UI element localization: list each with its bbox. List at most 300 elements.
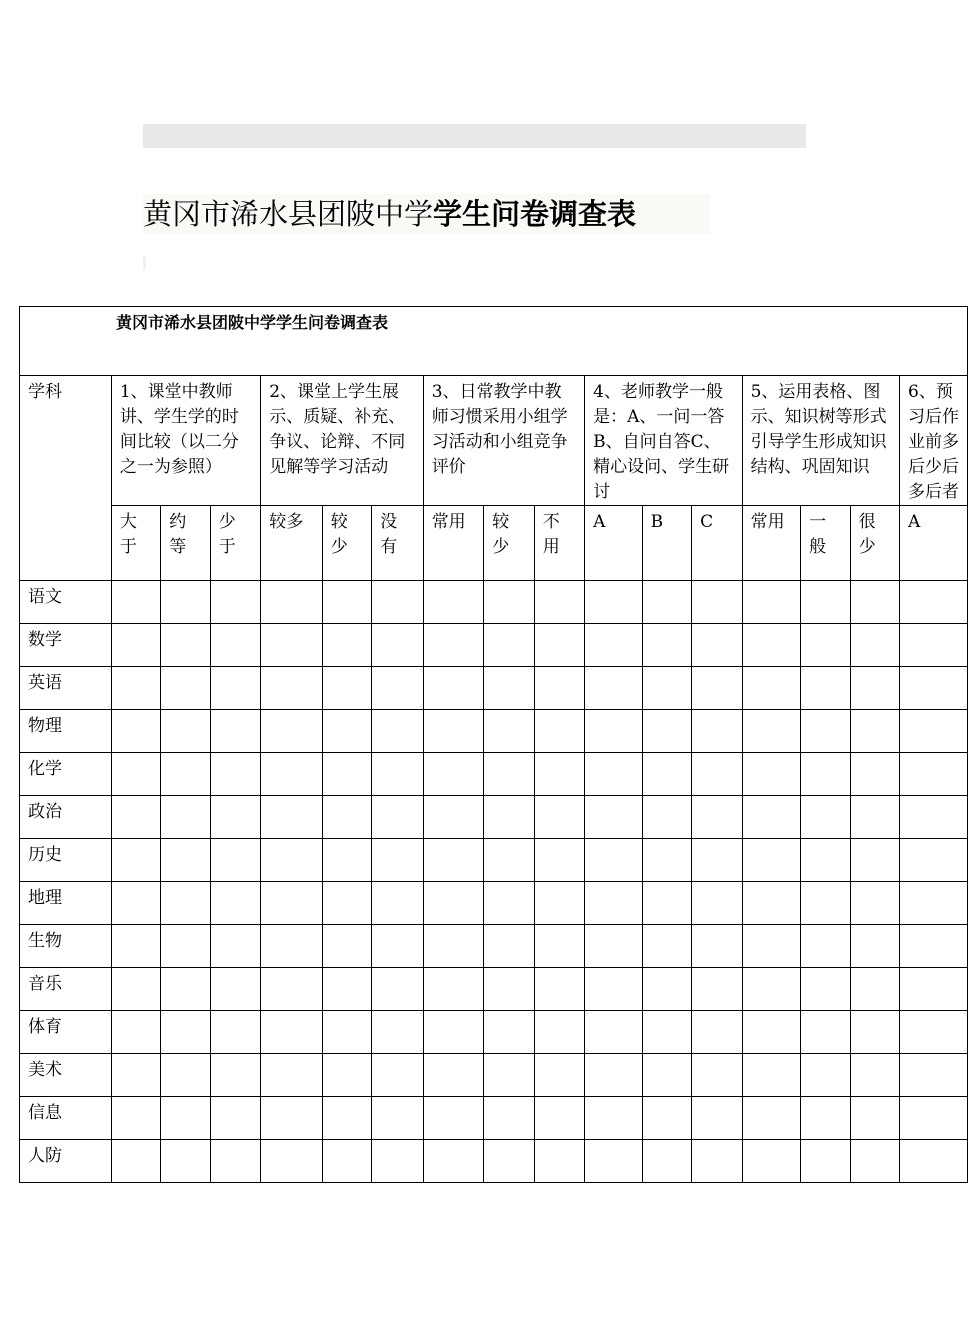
- subject-cell: [20, 839, 112, 882]
- answer-cell: [534, 581, 584, 624]
- answer-cell: [642, 796, 691, 839]
- answer-cell: [111, 925, 160, 968]
- answer-cell: [484, 1054, 534, 1097]
- answer-cell: [585, 624, 643, 667]
- banner-row: [20, 307, 968, 376]
- answer-cell: [484, 839, 534, 882]
- answer-cell: [742, 839, 801, 882]
- answer-cell: [484, 1140, 534, 1183]
- answer-cell: [111, 882, 160, 925]
- answer-cell: [585, 667, 643, 710]
- option-label: C: [700, 512, 714, 532]
- subject-cell: [20, 1011, 112, 1054]
- answer-cell: [850, 667, 899, 710]
- table-row: [20, 839, 968, 882]
- option-cell: [900, 506, 968, 581]
- answer-cell: [850, 968, 899, 1011]
- answer-cell: [423, 1011, 484, 1054]
- answer-cell: [210, 1140, 260, 1183]
- option-label: 少于: [218, 512, 236, 557]
- subject-label: 体育: [28, 1017, 62, 1037]
- answer-cell: [900, 796, 968, 839]
- answer-cell: [322, 710, 371, 753]
- answer-cell: [261, 796, 323, 839]
- answer-cell: [742, 581, 801, 624]
- subject-label: 信息: [28, 1103, 62, 1123]
- subject-label: 政治: [28, 802, 62, 822]
- answer-cell: [642, 581, 691, 624]
- question-cell-6: [900, 376, 968, 506]
- answer-cell: [210, 753, 260, 796]
- answer-cell: [534, 839, 584, 882]
- table-row: [20, 710, 968, 753]
- answer-cell: [801, 1011, 850, 1054]
- option-cell: [534, 506, 584, 581]
- answer-cell: [210, 581, 260, 624]
- answer-cell: [692, 1011, 742, 1054]
- answer-cell: [111, 667, 160, 710]
- answer-cell: [850, 710, 899, 753]
- answer-cell: [850, 1011, 899, 1054]
- answer-cell: [261, 1054, 323, 1097]
- answer-cell: [692, 753, 742, 796]
- answer-cell: [585, 1140, 643, 1183]
- option-label: 没有: [380, 512, 398, 557]
- option-label: 常用: [431, 512, 466, 532]
- answer-cell: [210, 882, 260, 925]
- answer-cell: [900, 624, 968, 667]
- answer-cell: [692, 968, 742, 1011]
- answer-cell: [585, 581, 643, 624]
- answer-cell: [322, 1054, 371, 1097]
- answer-cell: [261, 667, 323, 710]
- subject-label: 生物: [28, 931, 62, 951]
- answer-cell: [534, 1011, 584, 1054]
- answer-cell: [322, 624, 371, 667]
- answer-cell: [261, 581, 323, 624]
- option-label: 一般: [809, 512, 827, 557]
- table-row: [20, 882, 968, 925]
- answer-cell: [261, 753, 323, 796]
- answer-cell: [261, 968, 323, 1011]
- answer-cell: [322, 882, 371, 925]
- subject-cell: [20, 968, 112, 1011]
- answer-cell: [801, 667, 850, 710]
- answer-cell: [484, 968, 534, 1011]
- answer-cell: [642, 753, 691, 796]
- answer-cell: [261, 839, 323, 882]
- answer-cell: [322, 1097, 371, 1140]
- answer-cell: [801, 796, 850, 839]
- answer-cell: [372, 1097, 423, 1140]
- option-cell: [484, 506, 534, 581]
- answer-cell: [372, 839, 423, 882]
- answer-cell: [484, 710, 534, 753]
- answer-cell: [585, 968, 643, 1011]
- answer-cell: [423, 753, 484, 796]
- option-cell: [261, 506, 323, 581]
- question-row: [20, 376, 968, 506]
- option-cell: [801, 506, 850, 581]
- answer-cell: [210, 1097, 260, 1140]
- answer-cell: [161, 1140, 210, 1183]
- answer-cell: [801, 968, 850, 1011]
- answer-cell: [484, 882, 534, 925]
- subject-label: 人防: [28, 1146, 62, 1166]
- option-cell: [372, 506, 423, 581]
- answer-cell: [850, 839, 899, 882]
- subject-label: 美术: [28, 1060, 62, 1080]
- answer-cell: [692, 882, 742, 925]
- answer-cell: [161, 925, 210, 968]
- option-cell: [692, 506, 742, 581]
- subject-cell: [20, 925, 112, 968]
- answer-cell: [161, 839, 210, 882]
- subject-label: 英语: [28, 673, 62, 693]
- answer-cell: [850, 581, 899, 624]
- table-row: [20, 581, 968, 624]
- table-row: [20, 968, 968, 1011]
- answer-cell: [692, 1097, 742, 1140]
- answer-cell: [692, 796, 742, 839]
- answer-cell: [423, 968, 484, 1011]
- answer-cell: [642, 1054, 691, 1097]
- answer-cell: [372, 1140, 423, 1183]
- answer-cell: [900, 1011, 968, 1054]
- answer-cell: [423, 796, 484, 839]
- answer-cell: [801, 1140, 850, 1183]
- table-row: [20, 1097, 968, 1140]
- answer-cell: [742, 1054, 801, 1097]
- answer-cell: [900, 1054, 968, 1097]
- answer-cell: [111, 710, 160, 753]
- subject-cell: [20, 710, 112, 753]
- answer-cell: [534, 1054, 584, 1097]
- answer-cell: [111, 624, 160, 667]
- subject-label: 化学: [28, 759, 62, 779]
- answer-cell: [534, 753, 584, 796]
- answer-cell: [372, 1054, 423, 1097]
- answer-cell: [850, 796, 899, 839]
- answer-cell: [534, 1097, 584, 1140]
- answer-cell: [742, 796, 801, 839]
- answer-cell: [423, 1054, 484, 1097]
- answer-cell: [900, 839, 968, 882]
- question-2: 2、课堂上学生展示、质疑、补充、争议、论辩、不同见解等学习活动: [269, 382, 406, 477]
- answer-cell: [261, 1097, 323, 1140]
- answer-cell: [534, 667, 584, 710]
- option-cell: [850, 506, 899, 581]
- answer-cell: [642, 624, 691, 667]
- answer-cell: [322, 753, 371, 796]
- answer-cell: [261, 1140, 323, 1183]
- option-cell: [423, 506, 484, 581]
- question-cell-1: [111, 376, 260, 506]
- answer-cell: [423, 710, 484, 753]
- question-5: 5、运用表格、图示、知识树等形式引导学生形成知识结构、巩固知识: [750, 382, 887, 477]
- answer-cell: [692, 925, 742, 968]
- answer-cell: [423, 667, 484, 710]
- answer-cell: [423, 882, 484, 925]
- answer-cell: [484, 667, 534, 710]
- option-label: 较多: [269, 512, 304, 532]
- answer-cell: [850, 1054, 899, 1097]
- answer-cell: [900, 925, 968, 968]
- answer-cell: [692, 1140, 742, 1183]
- subject-cell: [20, 753, 112, 796]
- answer-cell: [161, 968, 210, 1011]
- option-label: 较少: [330, 512, 348, 557]
- answer-cell: [322, 796, 371, 839]
- option-label: B: [650, 512, 664, 532]
- option-label: 较少: [492, 512, 510, 557]
- answer-cell: [161, 796, 210, 839]
- answer-cell: [692, 839, 742, 882]
- answer-cell: [161, 710, 210, 753]
- answer-cell: [742, 753, 801, 796]
- answer-cell: [742, 710, 801, 753]
- answer-cell: [372, 796, 423, 839]
- answer-cell: [210, 925, 260, 968]
- answer-cell: [111, 796, 160, 839]
- answer-cell: [585, 710, 643, 753]
- answer-cell: [585, 1097, 643, 1140]
- option-label: 常用: [750, 512, 785, 532]
- answer-cell: [801, 925, 850, 968]
- answer-cell: [322, 667, 371, 710]
- question-4: 4、老师教学一般是：A、一问一答B、自问自答C、精心设问、学生研讨: [593, 382, 730, 502]
- answer-cell: [372, 710, 423, 753]
- answer-cell: [900, 1140, 968, 1183]
- survey-table-container: [19, 306, 960, 1179]
- answer-cell: [322, 968, 371, 1011]
- answer-cell: [642, 882, 691, 925]
- table-row: [20, 925, 968, 968]
- answer-cell: [261, 882, 323, 925]
- answer-cell: [534, 968, 584, 1011]
- answer-cell: [585, 1011, 643, 1054]
- question-1: 1、课堂中教师讲、学生学的时间比较（以二分之一为参照）: [119, 382, 239, 477]
- table-row: [20, 753, 968, 796]
- table-row: [20, 796, 968, 839]
- subject-header-cell: [20, 376, 112, 581]
- answer-cell: [585, 753, 643, 796]
- answer-cell: [642, 968, 691, 1011]
- answer-cell: [111, 839, 160, 882]
- option-label: 不用: [542, 512, 560, 557]
- answer-cell: [210, 710, 260, 753]
- answer-cell: [850, 624, 899, 667]
- answer-cell: [111, 1011, 160, 1054]
- answer-cell: [423, 839, 484, 882]
- question-3: 3、日常教学中教师习惯采用小组学习活动和小组竞争评价: [431, 382, 568, 477]
- answer-cell: [484, 1097, 534, 1140]
- question-6: 6、预习后作业前多后少后多后者: [908, 382, 960, 502]
- question-cell-5: [742, 376, 899, 506]
- answer-cell: [850, 1097, 899, 1140]
- answer-cell: [692, 581, 742, 624]
- answer-cell: [261, 1011, 323, 1054]
- answer-cell: [111, 1140, 160, 1183]
- answer-cell: [585, 882, 643, 925]
- answer-cell: [372, 667, 423, 710]
- answer-cell: [372, 1011, 423, 1054]
- subject-cell: [20, 624, 112, 667]
- answer-cell: [423, 581, 484, 624]
- text-cursor-mark: [143, 256, 146, 270]
- answer-cell: [642, 925, 691, 968]
- option-cell: [161, 506, 210, 581]
- answer-cell: [161, 581, 210, 624]
- answer-cell: [534, 925, 584, 968]
- answer-cell: [372, 753, 423, 796]
- answer-cell: [642, 1011, 691, 1054]
- answer-cell: [900, 968, 968, 1011]
- banner-cell: [20, 307, 968, 376]
- option-label: A: [908, 512, 921, 532]
- document-title-regular: 黄冈市浠水县团陂中学: [143, 197, 434, 231]
- answer-cell: [742, 968, 801, 1011]
- question-cell-4: [585, 376, 742, 506]
- answer-cell: [423, 925, 484, 968]
- answer-cell: [850, 925, 899, 968]
- answer-cell: [801, 839, 850, 882]
- answer-cell: [210, 1011, 260, 1054]
- subject-label: 数学: [28, 630, 62, 650]
- subject-label: 音乐: [28, 974, 62, 994]
- answer-cell: [111, 1054, 160, 1097]
- answer-cell: [423, 624, 484, 667]
- answer-cell: [161, 1097, 210, 1140]
- document-title-bold: 学生问卷调查表: [433, 197, 637, 231]
- table-row: [20, 1011, 968, 1054]
- subject-cell: [20, 581, 112, 624]
- answer-cell: [692, 710, 742, 753]
- answer-cell: [534, 882, 584, 925]
- answer-cell: [534, 624, 584, 667]
- subject-cell: [20, 1140, 112, 1183]
- answer-cell: [261, 925, 323, 968]
- answer-cell: [801, 1054, 850, 1097]
- subject-label: 语文: [28, 587, 62, 607]
- answer-cell: [585, 839, 643, 882]
- document-title: [143, 194, 710, 234]
- answer-cell: [210, 796, 260, 839]
- answer-cell: [161, 1011, 210, 1054]
- answer-cell: [742, 882, 801, 925]
- survey-table: [19, 306, 968, 1183]
- answer-cell: [161, 882, 210, 925]
- subject-label: 历史: [28, 845, 62, 865]
- answer-cell: [484, 925, 534, 968]
- answer-cell: [210, 624, 260, 667]
- table-row: [20, 1054, 968, 1097]
- answer-cell: [692, 624, 742, 667]
- answer-cell: [534, 1140, 584, 1183]
- answer-cell: [161, 667, 210, 710]
- question-cell-3: [423, 376, 584, 506]
- answer-cell: [642, 1140, 691, 1183]
- answer-cell: [210, 667, 260, 710]
- answer-cell: [111, 968, 160, 1011]
- answer-cell: [801, 624, 850, 667]
- answer-cell: [484, 624, 534, 667]
- answer-cell: [642, 839, 691, 882]
- answer-cell: [742, 624, 801, 667]
- subject-header: 学科: [28, 382, 62, 402]
- answer-cell: [261, 710, 323, 753]
- table-row: [20, 667, 968, 710]
- answer-cell: [742, 1097, 801, 1140]
- subject-label: 物理: [28, 716, 62, 736]
- answer-cell: [692, 1054, 742, 1097]
- subject-cell: [20, 667, 112, 710]
- option-label: 大于: [119, 512, 137, 557]
- subject-label: 地理: [28, 888, 62, 908]
- answer-cell: [642, 1097, 691, 1140]
- answer-cell: [372, 882, 423, 925]
- answer-cell: [111, 753, 160, 796]
- answer-cell: [534, 710, 584, 753]
- answer-cell: [423, 1140, 484, 1183]
- answer-cell: [484, 1011, 534, 1054]
- answer-cell: [161, 624, 210, 667]
- answer-cell: [801, 753, 850, 796]
- option-label: 约等: [169, 512, 187, 557]
- answer-cell: [210, 968, 260, 1011]
- answer-cell: [111, 581, 160, 624]
- answer-cell: [111, 1097, 160, 1140]
- answer-cell: [850, 753, 899, 796]
- answer-cell: [372, 581, 423, 624]
- answer-cell: [210, 839, 260, 882]
- answer-cell: [372, 624, 423, 667]
- top-gray-bar: [143, 124, 806, 148]
- answer-cell: [423, 1097, 484, 1140]
- answer-cell: [742, 1011, 801, 1054]
- answer-cell: [801, 1097, 850, 1140]
- answer-cell: [585, 925, 643, 968]
- subject-cell: [20, 882, 112, 925]
- option-cell: [210, 506, 260, 581]
- answer-cell: [322, 1011, 371, 1054]
- answer-cell: [742, 1140, 801, 1183]
- answer-cell: [322, 581, 371, 624]
- answer-cell: [850, 1140, 899, 1183]
- answer-cell: [534, 796, 584, 839]
- option-cell: [642, 506, 691, 581]
- table-banner-title: 黄冈市浠水县团陂中学学生问卷调查表: [116, 313, 389, 332]
- answer-cell: [210, 1054, 260, 1097]
- answer-cell: [585, 1054, 643, 1097]
- answer-cell: [692, 667, 742, 710]
- option-cell: [322, 506, 371, 581]
- answer-cell: [900, 710, 968, 753]
- subject-cell: [20, 796, 112, 839]
- answer-cell: [742, 667, 801, 710]
- option-cell: [742, 506, 801, 581]
- answer-cell: [742, 925, 801, 968]
- answer-cell: [850, 882, 899, 925]
- answer-cell: [261, 624, 323, 667]
- answer-cell: [801, 581, 850, 624]
- answer-cell: [484, 796, 534, 839]
- answer-cell: [801, 710, 850, 753]
- answer-cell: [642, 667, 691, 710]
- option-label: 很少: [858, 512, 876, 557]
- answer-cell: [900, 753, 968, 796]
- option-cell: [111, 506, 160, 581]
